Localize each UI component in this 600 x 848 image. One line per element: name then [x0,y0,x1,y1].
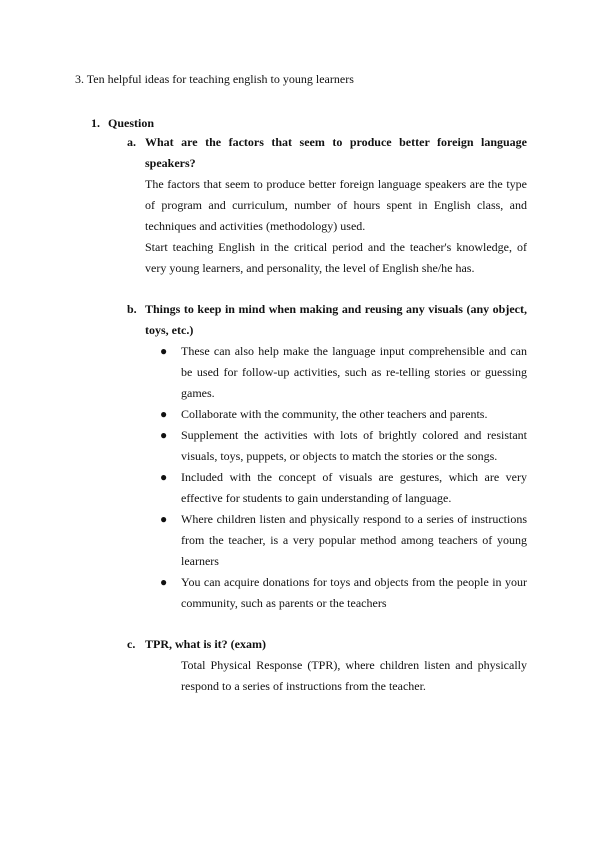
bullet-icon: ● [160,512,168,526]
section-b-letter: b. [127,302,137,316]
document-heading: 3. Ten helpful ideas for teaching english to young learners [75,72,354,86]
question-heading [91,115,154,131]
section-a-letter: a. [127,135,136,149]
bullet-text: Where children listen and physically respond to a series of instructions from the teacher, is a very popular method among teachers of young learners [181,512,527,568]
bullet-item [160,572,527,614]
section-c-letter: c. [127,637,136,651]
bullet-item [160,467,527,509]
bullet-icon: ● [160,575,168,589]
section-c-title-text: TPR, what is it? (exam) [145,637,266,651]
bullet-item [160,404,527,425]
bullet-text: Collaborate with the community, the other teachers and parents. [181,407,488,421]
section-b [127,299,527,614]
bullet-text: Supplement the activities with lots of brightly colored and resistant visuals, toys, puppets, or objects to match the stories or the songs. [181,428,527,463]
section-a-paragraph: The factors that seem to produce better foreign language speakers are the type of program and curriculum, number of hours spent in English class, and techniques and activities (methodology) used. [145,177,527,233]
section-a-title-text: What are the factors that seem to produce better foreign language speakers? [145,135,527,170]
section-a-title [127,132,527,174]
bullet-icon: ● [160,344,168,358]
section-c-title [127,634,527,655]
section-b-title [127,299,527,341]
bullet-text: These can also help make the language input comprehensible and can be used for follow-up activities, such as re-telling stories or guessing games. [181,344,527,400]
section-c [127,634,527,697]
section-b-title-text: Things to keep in mind when making and reusing any visuals (any object, toys, etc.) [145,302,527,337]
section-a-paragraph: Start teaching English in the critical period and the teacher's knowledge, of very young learners, and personality, the level of English she/he has. [145,240,527,275]
question-number: 1. [91,116,100,130]
bullet-item [160,425,527,467]
bullet-text: Included with the concept of visuals are gestures, which are very effective for students to gain understanding of language. [181,470,527,505]
bullet-icon: ● [160,470,168,484]
bullet-icon: ● [160,407,168,421]
bullet-item [160,341,527,404]
bullet-text: You can acquire donations for toys and objects from the people in your community, such as parents or the teachers [181,575,527,610]
section-a [127,132,527,279]
bullet-item [160,509,527,572]
question-label: Question [108,116,155,130]
section-c-paragraph: Total Physical Response (TPR), where children listen and physically respond to a series of instructions from the teacher. [181,658,527,693]
section-b-bullet-list [160,341,527,614]
bullet-icon: ● [160,428,168,442]
